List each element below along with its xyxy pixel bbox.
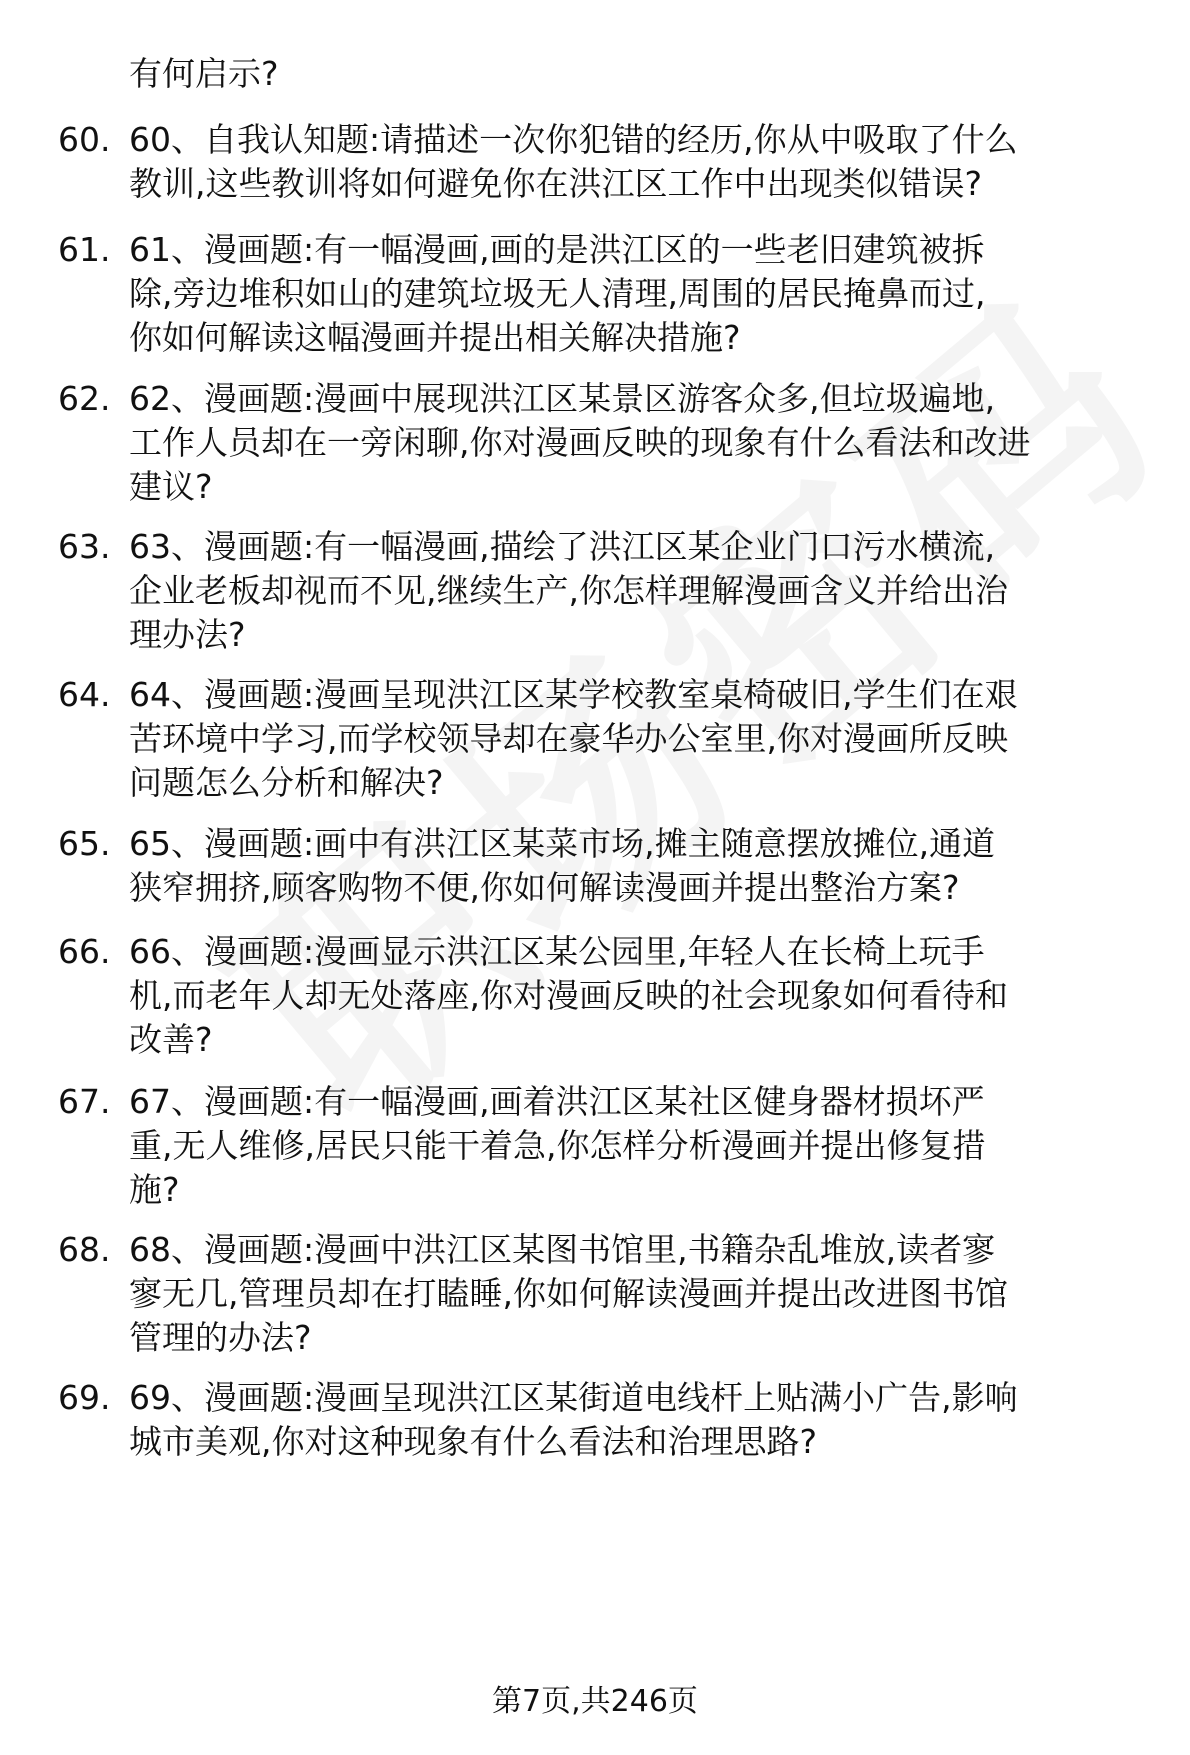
question-number: 62.	[58, 379, 111, 418]
question-line: 63、漫画题:有一幅漫画,描绘了洪江区某企业门口污水横流,	[129, 527, 996, 566]
question-line: 65、漫画题:画中有洪江区某菜市场,摊主随意摆放摊位,通道	[129, 824, 996, 863]
question-line: 66、漫画题:漫画显示洪江区某公园里,年轻人在长椅上玩手	[129, 932, 985, 971]
question-line: 管理的办法?	[129, 1318, 312, 1357]
question-text	[129, 1080, 1144, 1212]
question-line: 理办法?	[129, 615, 246, 654]
question-text	[129, 525, 1144, 657]
question-line: 城市美观,你对这种现象有什么看法和治理思路?	[129, 1422, 818, 1461]
question-number: 63.	[58, 527, 111, 566]
question-line: 问题怎么分析和解决?	[129, 763, 444, 802]
question-text	[129, 1228, 1144, 1360]
question-line: 改善?	[129, 1020, 213, 1059]
question-number: 60.	[58, 120, 111, 159]
question-text	[129, 673, 1144, 805]
question-text	[129, 118, 1144, 206]
question-line: 64、漫画题:漫画呈现洪江区某学校教室桌椅破旧,学生们在艰	[129, 675, 1018, 714]
question-line: 除,旁边堆积如山的建筑垃圾无人清理,周围的居民掩鼻而过,	[129, 274, 986, 313]
question-number: 69.	[58, 1378, 111, 1417]
question-text	[129, 1376, 1144, 1464]
question-line: 60、自我认知题:请描述一次你犯错的经历,你从中吸取了什么	[129, 120, 1018, 159]
question-line: 你如何解读这幅漫画并提出相关解决措施?	[129, 318, 741, 357]
question-line: 61、漫画题:有一幅漫画,画的是洪江区的一些老旧建筑被拆	[129, 230, 985, 269]
page-footer: 第7页,共246页	[492, 1684, 698, 1719]
question-line: 67、漫画题:有一幅漫画,画着洪江区某社区健身器材损坏严	[129, 1082, 985, 1121]
question-line: 机,而老年人却无处落座,你对漫画反映的社会现象如何看待和	[129, 976, 1008, 1015]
question-line: 企业老板却视而不见,继续生产,你怎样理解漫画含义并给出治	[129, 571, 1008, 610]
question-line: 工作人员却在一旁闲聊,你对漫画反映的现象有什么看法和改进	[129, 423, 1031, 462]
question-line: 教训,这些教训将如何避免你在洪江区工作中出现类似错误?	[129, 164, 983, 203]
question-text	[129, 377, 1144, 509]
question-line: 69、漫画题:漫画呈现洪江区某街道电线杆上贴满小广告,影响	[129, 1378, 1018, 1417]
continuation-text: 有何启示?	[129, 54, 279, 93]
question-line: 68、漫画题:漫画中洪江区某图书馆里,书籍杂乱堆放,读者寥	[129, 1230, 996, 1269]
question-number: 61.	[58, 230, 111, 269]
question-line: 62、漫画题:漫画中展现洪江区某景区游客众多,但垃圾遍地,	[129, 379, 996, 418]
question-number: 65.	[58, 824, 111, 863]
question-text	[129, 822, 1144, 910]
question-number: 66.	[58, 932, 111, 971]
question-number: 67.	[58, 1082, 111, 1121]
question-text	[129, 228, 1144, 360]
question-number: 64.	[58, 675, 111, 714]
question-line: 重,无人维修,居民只能干着急,你怎样分析漫画并提出修复措	[129, 1126, 986, 1165]
question-number: 68.	[58, 1230, 111, 1269]
question-line: 苦环境中学习,而学校领导却在豪华办公室里,你对漫画所反映	[129, 719, 1008, 758]
question-line: 狭窄拥挤,顾客购物不便,你如何解读漫画并提出整治方案?	[129, 868, 960, 907]
question-line: 寥无几,管理员却在打瞌睡,你如何解读漫画并提出改进图书馆	[129, 1274, 1008, 1313]
question-line: 建议?	[129, 467, 213, 506]
question-text	[129, 930, 1144, 1062]
question-line: 施?	[129, 1170, 180, 1209]
